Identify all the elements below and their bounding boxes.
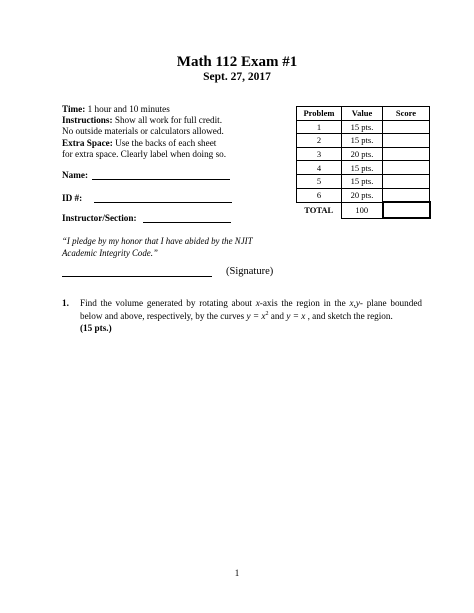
extra-space-line2: for extra space. Clearly label when doing so. <box>62 148 227 159</box>
exam-title: Math 112 Exam #1 <box>176 54 298 70</box>
time-label: Time: <box>62 104 86 114</box>
total-label: TOTAL <box>304 205 334 216</box>
math-exponent: 2 <box>265 311 269 318</box>
instructor-blank[interactable] <box>143 213 231 223</box>
total-row <box>297 202 430 218</box>
problem-cell: 6 <box>297 188 342 202</box>
header-problem: Problem <box>297 107 342 121</box>
value-cell: 15 pts. <box>342 120 383 134</box>
score-cell[interactable] <box>383 174 430 188</box>
signature-label: (Signature) <box>226 266 274 277</box>
question-1 <box>62 298 422 334</box>
problem-cell: 5 <box>297 174 342 188</box>
value-cell: 20 pts. <box>342 188 383 202</box>
table-row <box>297 188 430 202</box>
value-cell: 15 pts. <box>342 161 383 175</box>
math-curve: y = x <box>286 311 306 322</box>
header-score: Score <box>383 107 430 121</box>
header-value: Value <box>342 107 383 121</box>
value-cell: 15 pts. <box>342 174 383 188</box>
question-points: (15 pts.) <box>80 322 112 333</box>
question-text-part: -axis the region in the <box>259 298 350 308</box>
id-field <box>62 193 232 203</box>
total-score-cell[interactable] <box>383 202 430 218</box>
table-row <box>297 174 430 188</box>
name-label: Name: <box>62 170 89 180</box>
question-text-part: Find the volume generated by rotating about <box>80 298 256 308</box>
time-value: 1 hour and 10 minutes <box>85 104 170 114</box>
instructions-value: Show all work for full credit. <box>112 115 223 126</box>
extra-space-label: Extra Space: <box>62 137 113 148</box>
table-row <box>297 161 430 175</box>
question-text <box>80 298 422 334</box>
math-var: x <box>255 298 260 308</box>
table-row <box>297 120 430 134</box>
score-cell[interactable] <box>383 120 430 134</box>
score-cell[interactable] <box>383 161 430 175</box>
table-row <box>297 147 430 161</box>
math-var: x,y <box>349 298 360 308</box>
total-value: 100 <box>342 202 383 218</box>
id-blank[interactable] <box>94 193 232 203</box>
value-cell: 20 pts. <box>342 147 383 161</box>
signature-field <box>62 266 273 277</box>
value-cell: 15 pts. <box>342 134 383 148</box>
name-blank[interactable] <box>92 170 230 180</box>
instructor-label: Instructor/Section: <box>62 213 137 223</box>
page-number: 1 <box>234 568 240 578</box>
score-cell[interactable] <box>383 134 430 148</box>
honor-pledge: “I pledge by my honor that I have abided by the NJIT Academic Integrity Code.” <box>62 236 253 258</box>
question-number: 1. <box>62 298 69 308</box>
score-table-header <box>297 107 430 121</box>
question-text-part: - plane bounded below and above, respectively, by the curves <box>80 298 422 322</box>
instructions-line2: No outside materials or calculators allowed. <box>62 126 224 137</box>
instructor-field <box>62 213 231 223</box>
extra-space-value: Use the backs of each sheet <box>112 137 217 148</box>
table-row <box>297 134 430 148</box>
problem-cell: 3 <box>297 147 342 161</box>
question-text-part: , and sketch the region. <box>305 311 393 322</box>
question-text-part: and <box>268 311 287 322</box>
id-label: ID #: <box>62 193 83 203</box>
name-field <box>62 170 230 180</box>
score-table <box>296 106 431 219</box>
problem-cell: 2 <box>297 134 342 148</box>
problem-cell: 1 <box>297 120 342 134</box>
signature-blank[interactable] <box>62 266 212 277</box>
math-curve: y = x <box>246 311 266 322</box>
exam-date: Sept. 27, 2017 <box>203 71 271 83</box>
instructions-label: Instructions: <box>62 115 113 126</box>
problem-cell: 4 <box>297 161 342 175</box>
exam-info <box>62 104 292 160</box>
score-cell[interactable] <box>383 188 430 202</box>
score-cell[interactable] <box>383 147 430 161</box>
